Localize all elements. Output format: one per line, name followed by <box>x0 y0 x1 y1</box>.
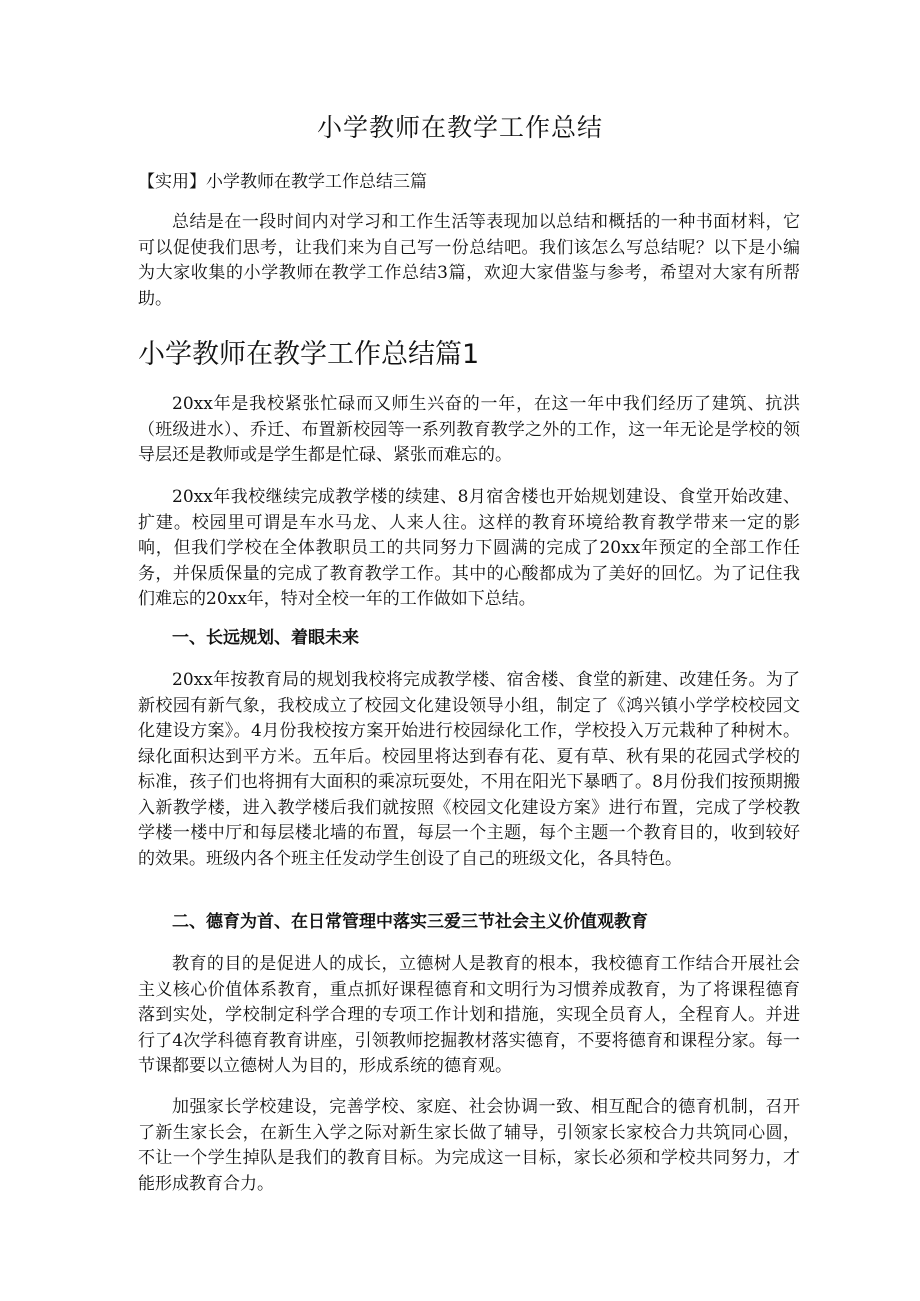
body-paragraph: 20xx年是我校紧张忙碌而又师生兴奋的一年，在这一年中我们经历了建筑、抗洪（班级进水）、乔迁、布置新校园等一系列教育教学之外的工作，这一年无论是学校的领导层还是教师或是学生都是忙碌、紧张而难忘的。 <box>138 394 800 465</box>
document-title: 小学教师在教学工作总结 <box>316 113 603 142</box>
body-paragraph: 加强家长学校建设，完善学校、家庭、社会协调一致、相互配合的德育机制，召开了新生家长会，在新生入学之际对新生家长做了辅导，引领家长家校合力共筑同心圆，不让一个学生掉队是我们的教育目标。为完成这一目标，家长必须和学校共同努力，才能形成教育合力。 <box>138 1097 800 1194</box>
body-paragraph: 20xx年按教育局的规划我校将完成教学楼、宿舍楼、食堂的新建、改建任务。为了新校园有新气象，我校成立了校园文化建设领导小组，制定了《鸿兴镇小学学校校园文化建设方案》。4月份我校按方案开始进行校园绿化工作，学校投入万元栽种了种树木。绿化面积达到平方米。五年后。校园里将达到春有花、夏有草、秋有果的花园式学校的标准，孩子们也将拥有大面积的乘凉玩耍处，不用在阳光下暴晒了。8月份我们按预期搬入新教学楼，进入教学楼后我们就按照《校园文化建设方案》进行布置，完成了学校教学楼一楼中厅和每层楼北墙的布置，每层一个主题，每个主题一个教育目的，收到较好的效果。班级内各个班主任发动学生创设了自己的班级文化，各具特色。 <box>138 670 800 869</box>
section-heading: 小学教师在教学工作总结篇1 <box>138 339 480 370</box>
document-subtitle: 【实用】小学教师在教学工作总结三篇 <box>138 172 427 192</box>
body-paragraph: 20xx年我校继续完成教学楼的续建、8月宿舍楼也开始规划建设、食堂开始改建、扩建。校园里可谓是车水马龙、人来人往。这样的教育环境给教育教学带来一定的影响，但我们学校在全体教职员工的共同努力下圆满的完成了20xx年预定的全部工作任务，并保质保量的完成了教育教学工作。其中的心酸都成为了美好的回忆。为了记住我们难忘的20xx年，特对全校一年的工作做如下总结。 <box>138 487 800 609</box>
body-paragraph: 教育的目的是促进人的成长，立德树人是教育的根本，我校德育工作结合开展社会主义核心价值体系教育，重点抓好课程德育和文明行为习惯养成教育，为了将课程德育落到实处，学校制定科学合理的专项工作计划和措施，实现全员育人，全程育人。并进行了4次学科德育教育讲座，引领教师挖掘教材落实德育，不要将德育和课程分家。每一节课都要以立德树人为目的，形成系统的德育观。 <box>138 954 800 1076</box>
sub-heading: 一、长远规划、着眼未来 <box>172 628 359 648</box>
sub-heading: 二、德育为首、在日常管理中落实三爱三节社会主义价值观教育 <box>172 912 648 932</box>
intro-paragraph: 总结是在一段时间内对学习和工作生活等表现加以总结和概括的一种书面材料，它可以促使我们思考，让我们来为自己写一份总结吧。我们该怎么写总结呢？以下是小编为大家收集的小学教师在教学工作总结3篇，欢迎大家借鉴与参考，希望对大家有所帮助。 <box>138 212 800 309</box>
